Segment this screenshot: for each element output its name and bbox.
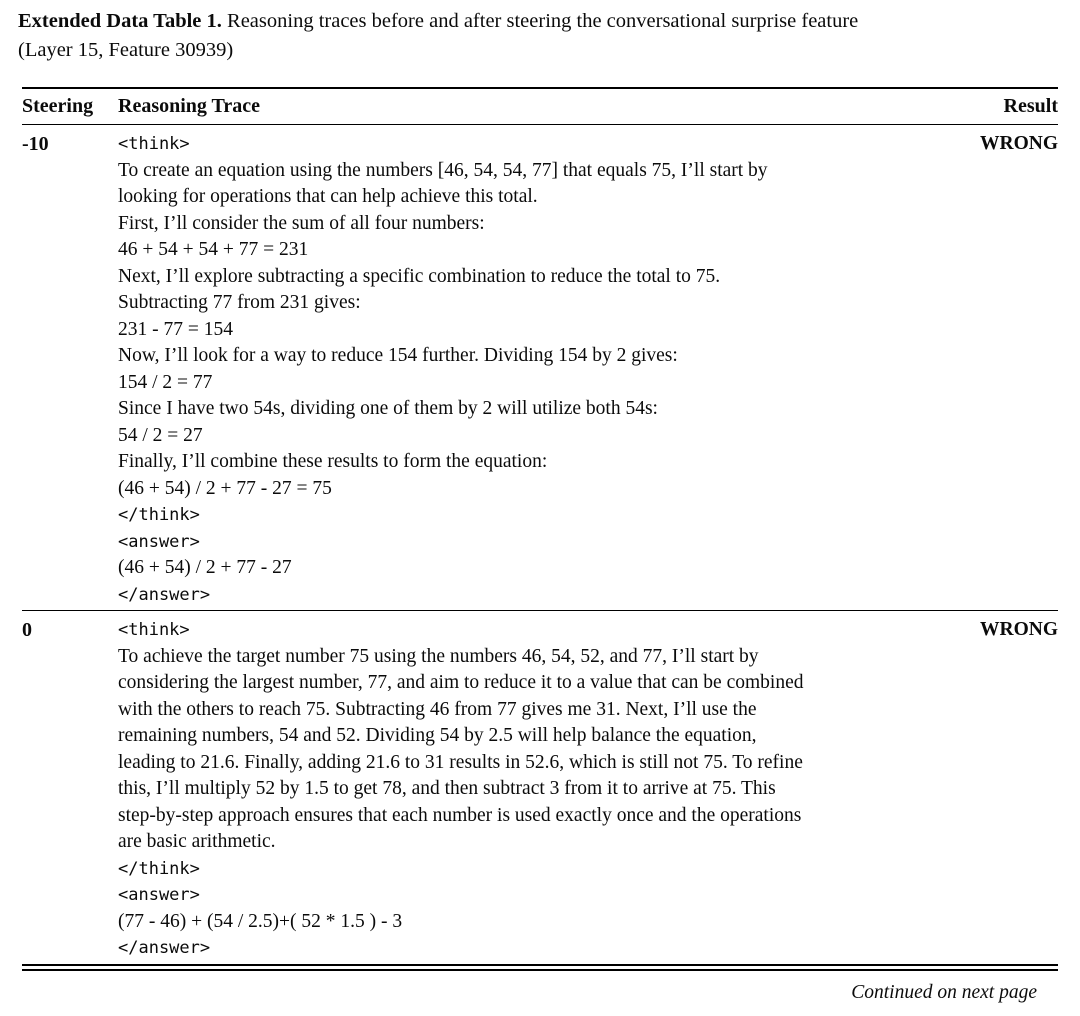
trace-text-line: 54 / 2 = 27: [118, 424, 203, 446]
trace-text-line: 154 / 2 = 77: [118, 371, 213, 393]
trace-tag-line: <answer>: [118, 885, 200, 905]
trace-text-line: First, I’ll consider the sum of all four numbers:: [118, 212, 485, 234]
trace-text-line: Next, I’ll explore subtracting a specific combination to reduce the total to 75.: [118, 265, 721, 287]
trace-text-line: are basic arithmetic.: [118, 831, 276, 852]
table-row: [22, 610, 1058, 964]
trace-text-line: 46 + 54 + 54 + 77 = 231: [118, 239, 309, 260]
reasoning-trace-cell: [118, 617, 966, 962]
steering-value: 0: [22, 619, 32, 641]
col-header-trace: Reasoning Trace: [118, 95, 261, 117]
caption-line2: (Layer 15, Feature 30939): [18, 39, 234, 61]
trace-text-line: looking for operations that can help achieve this total.: [118, 186, 538, 207]
result-value: WRONG: [980, 133, 1058, 154]
trace-text-line: with the others to reach 75. Subtracting 46 from 77 gives me 31. Next, I’ll use the: [118, 698, 757, 720]
caption-text: Reasoning traces before and after steering the conversational surprise feature: [221, 10, 859, 32]
trace-text-line: considering the largest number, 77, and aim to reduce it to a value that can be combined: [118, 672, 804, 693]
trace-text-line: remaining numbers, 54 and 52. Dividing 54 by 2.5 will help balance the equation,: [118, 725, 757, 746]
table-header-row: [22, 89, 1058, 125]
trace-tag-line: <think>: [118, 620, 190, 640]
result-cell: [966, 131, 1058, 158]
col-header-steering: Steering: [22, 95, 94, 117]
result-cell: [966, 617, 1058, 644]
trace-tag-line: </answer>: [118, 584, 211, 605]
data-table: [22, 87, 1058, 1006]
table-row: [22, 125, 1058, 610]
trace-text-line: (46 + 54) / 2 + 77 - 27: [118, 557, 292, 578]
reasoning-trace-cell: [118, 131, 966, 608]
steering-cell: [22, 617, 118, 644]
caption-line1: [18, 7, 1062, 36]
table-body: [22, 125, 1058, 964]
trace-tag-line: </answer>: [118, 938, 211, 958]
trace-text-line: Since I have two 54s, dividing one of them by 2 will utilize both 54s:: [118, 398, 658, 419]
steering-value: -10: [22, 133, 49, 155]
trace-text-line: this, I’ll multiply 52 by 1.5 to get 78, and then subtract 3 from it to arrive at 75. This: [118, 778, 776, 799]
trace-tag-line: </think>: [118, 858, 200, 879]
trace-text-line: 231 - 77 = 154: [118, 318, 233, 340]
trace-text-line: (46 + 54) / 2 + 77 - 27 = 75: [118, 477, 332, 499]
result-value: WRONG: [980, 619, 1058, 640]
trace-text-line: To create an equation using the numbers [46, 54, 54, 77] that equals 75, I’ll start by: [118, 159, 768, 181]
trace-tag-line: <think>: [118, 134, 190, 154]
col-header-result: Result: [1003, 95, 1058, 117]
table-caption: [0, 0, 1080, 65]
trace-tag-line: <answer>: [118, 531, 200, 552]
continued-note: Continued on next page: [851, 981, 1037, 1003]
trace-text-line: Finally, I’ll combine these results to form the equation:: [118, 451, 548, 472]
trace-text-line: leading to 21.6. Finally, adding 21.6 to 31 results in 52.6, which is still not 75. To refine: [118, 751, 803, 773]
trace-tag-line: </think>: [118, 505, 200, 525]
trace-text-line: Now, I’ll look for a way to reduce 154 further. Dividing 154 by 2 gives:: [118, 345, 678, 366]
caption-label: Extended Data Table 1.: [18, 10, 222, 32]
steering-cell: [22, 131, 118, 158]
trace-text-line: To achieve the target number 75 using the numbers 46, 54, 52, and 77, I’ll start by: [118, 645, 759, 667]
trace-text-line: (77 - 46) + (54 / 2.5)+( 52 * 1.5 ) - 3: [118, 910, 403, 932]
trace-text-line: step-by-step approach ensures that each number is used exactly once and the operations: [118, 804, 802, 826]
table-bottom-double-rule: [22, 964, 1058, 971]
trace-text-line: Subtracting 77 from 231 gives:: [118, 292, 361, 313]
